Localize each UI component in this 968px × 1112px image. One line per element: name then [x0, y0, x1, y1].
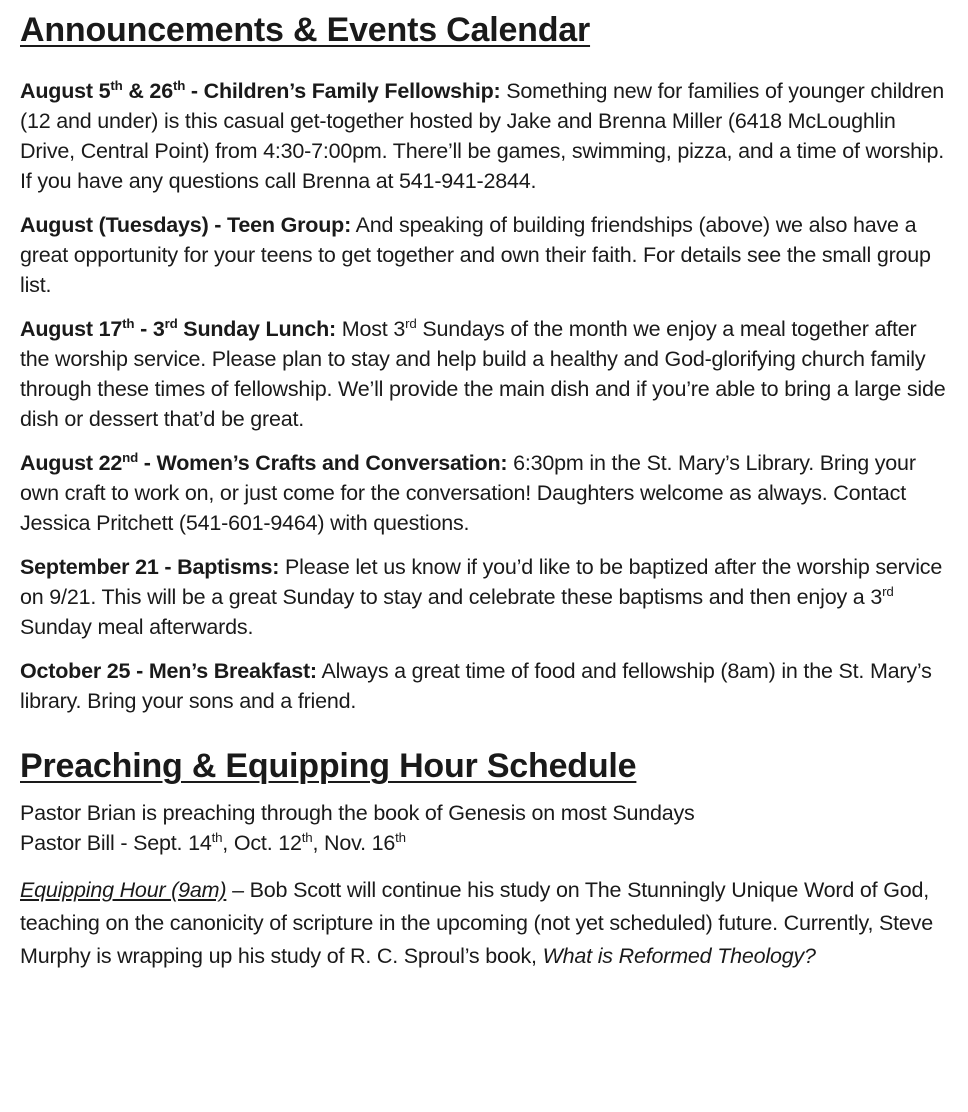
event-heading: October 25 - Men’s Breakfast: [20, 659, 317, 683]
equipping-hour-paragraph [20, 874, 950, 973]
event-description: Please let us know if you’d like to be baptized after the worship service on 9/21. This will be a great Sunday to stay and celebrate these baptisms and then enjoy a 3rd Sunday meal afterwards. [20, 555, 943, 639]
preaching-schedule [20, 798, 950, 973]
event-heading: August (Tuesdays) - Teen Group: [20, 213, 352, 237]
event-heading: August 17th - 3rd Sunday Lunch: [20, 315, 336, 341]
event-description: 6:30pm in the St. Mary’s Library. Bring your own craft to work on, or just come for the conversation! Daughters welcome as always. Contact Jessica Pritchett (541-601-9464) with questions. [20, 451, 916, 535]
event-heading: August 5th & 26th - Children’s Family Fellowship: [20, 77, 501, 103]
event-description: Most 3rd Sundays of the month we enjoy a meal together after the worship service. Please plan to stay and help build a healthy and God-glorifying church family through these times of fellowship. We’ll provide the main dish and if you’re able to bring a large side dish or dessert that’d be great. [20, 315, 946, 431]
event-heading: August 22nd - Women’s Crafts and Conversation: [20, 449, 508, 475]
equipping-hour-text: – Bob Scott will continue his study on The Stunningly Unique Word of God, teaching on the canonicity of scripture in the upcoming (not yet scheduled) future. Currently, Steve Murphy is wrapping up his study of R. C. Sproul’s book, [20, 878, 933, 968]
event-description: And speaking of building friendships (above) we also have a great opportunity for your teens to get together and own their faith. For details see the small group list. [20, 213, 931, 297]
event-item [20, 76, 950, 196]
event-heading: September 21 - Baptisms: [20, 555, 280, 579]
equipping-hour-label: Equipping Hour (9am) [20, 878, 227, 902]
event-item [20, 210, 950, 300]
announcements-title: Announcements & Events Calendar [20, 11, 591, 49]
book-title: What is Reformed Theology? [542, 944, 816, 968]
event-description: Always a great time of food and fellowship (8am) in the St. Mary’s library. Bring your sons and a friend. [20, 659, 932, 713]
bulletin-page [20, 0, 950, 973]
event-item [20, 552, 950, 642]
events-list [20, 76, 950, 716]
preaching-title: Preaching & Equipping Hour Schedule [20, 747, 637, 785]
event-item [20, 314, 950, 434]
event-item [20, 448, 950, 538]
schedule-line-brian: Pastor Brian is preaching through the book of Genesis on most Sundays [20, 801, 695, 825]
event-description: Something new for families of younger children (12 and under) is this casual get-together hosted by Jake and Brenna Miller (6418 McLoughlin Drive, Central Point) from 4:30-7:00pm. There’ll be games, swimming, pizza, and a time of worship. If you have any questions call Brenna at 541-941-2844. [20, 79, 945, 193]
event-item [20, 656, 950, 716]
schedule-line-bill: Pastor Bill - Sept. 14th, Oct. 12th, Nov. 16th [20, 829, 406, 855]
